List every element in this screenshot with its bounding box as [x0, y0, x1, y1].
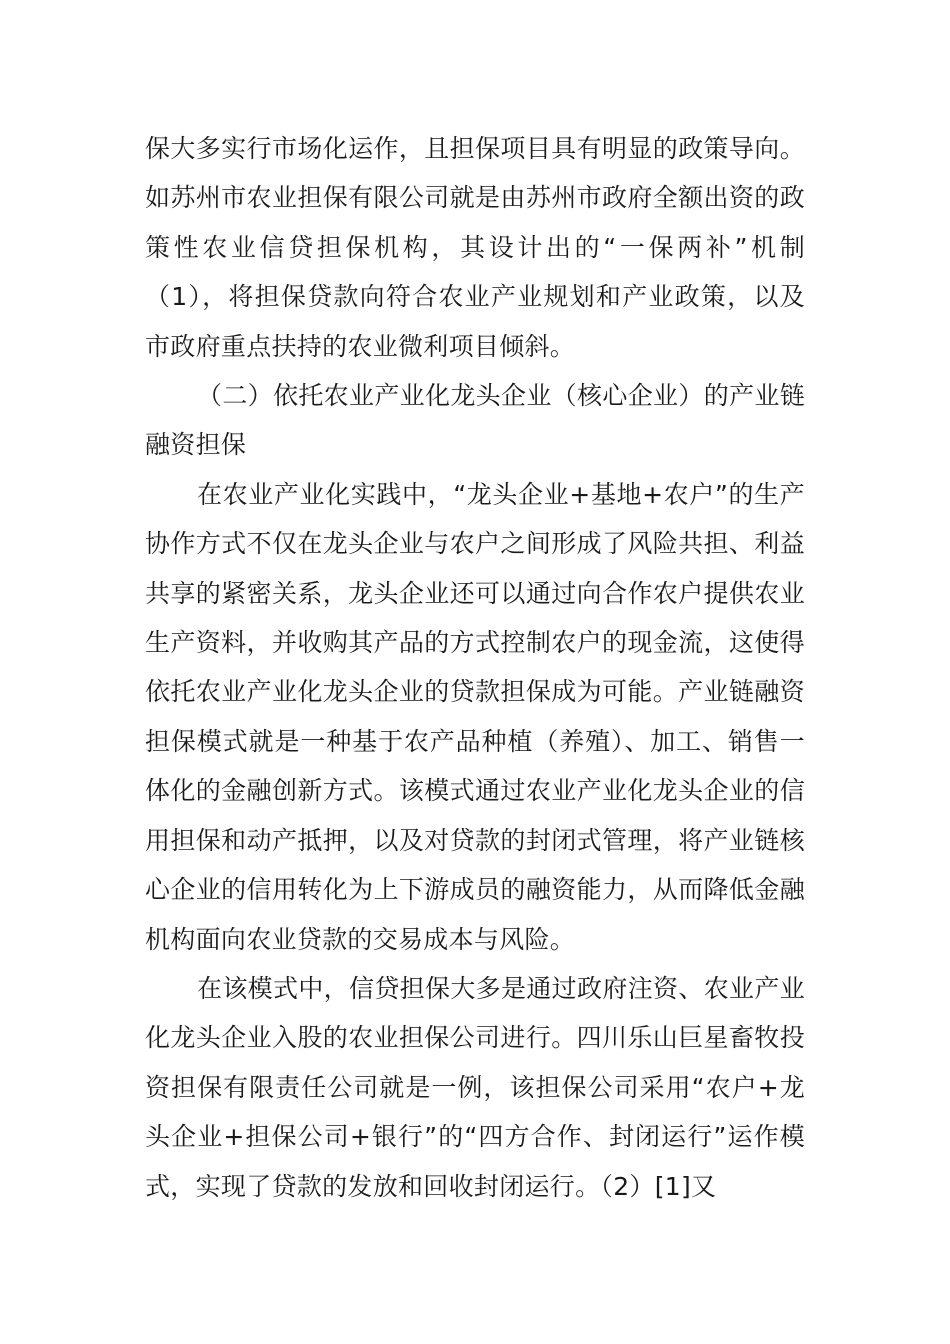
paragraph-industry-chain: 在农业产业化实践中，“龙头企业+基地+农户”的生产协作方式不仅在龙头企业与农户之间形成了风险共担、利益共享的紧密关系，龙头企业还可以通过向合作农户提供农业生产资料，并收购其产品的方式控制农户的现金流，这使得依托农业产业化龙头企业的贷款担保成为可能。产业链融资担保模式就是一种基于农产品种植（养殖）、加工、销售一体化的金融创新方式。该模式通过农业产业化龙头企业的信用担保和动产抵押，以及对贷款的封闭式管理，将产业链核心企业的信用转化为上下游成员的融资能力，从而降低金融机构面向农业贷款的交易成本与风险。: [145, 479, 805, 954]
paragraph-guarantee-model: 在该模式中，信贷担保大多是通过政府注资、农业产业化龙头企业入股的农业担保公司进行。四川乐山巨星畜牧投资担保有限责任公司就是一例，该担保公司采用“农户+龙头企业+担保公司+银行”的“四方合作、封闭运行”运作模式，实现了贷款的发放和回收封闭运行。（2）[1]又: [145, 973, 805, 1201]
document-body: [145, 124, 805, 1211]
section-heading: （二）依托农业产业化龙头企业（核心企业）的产业链融资担保: [145, 381, 805, 460]
paragraph-continuation: 保大多实行市场化运作，且担保项目具有明显的政策导向。如苏州市农业担保有限公司就是由苏州市政府全额出资的政策性农业信贷担保机构，其设计出的“一保两补”机制（1），将担保贷款向符合农业产业规划和产业政策，以及市政府重点扶持的农业微利项目倾斜。: [145, 134, 805, 361]
